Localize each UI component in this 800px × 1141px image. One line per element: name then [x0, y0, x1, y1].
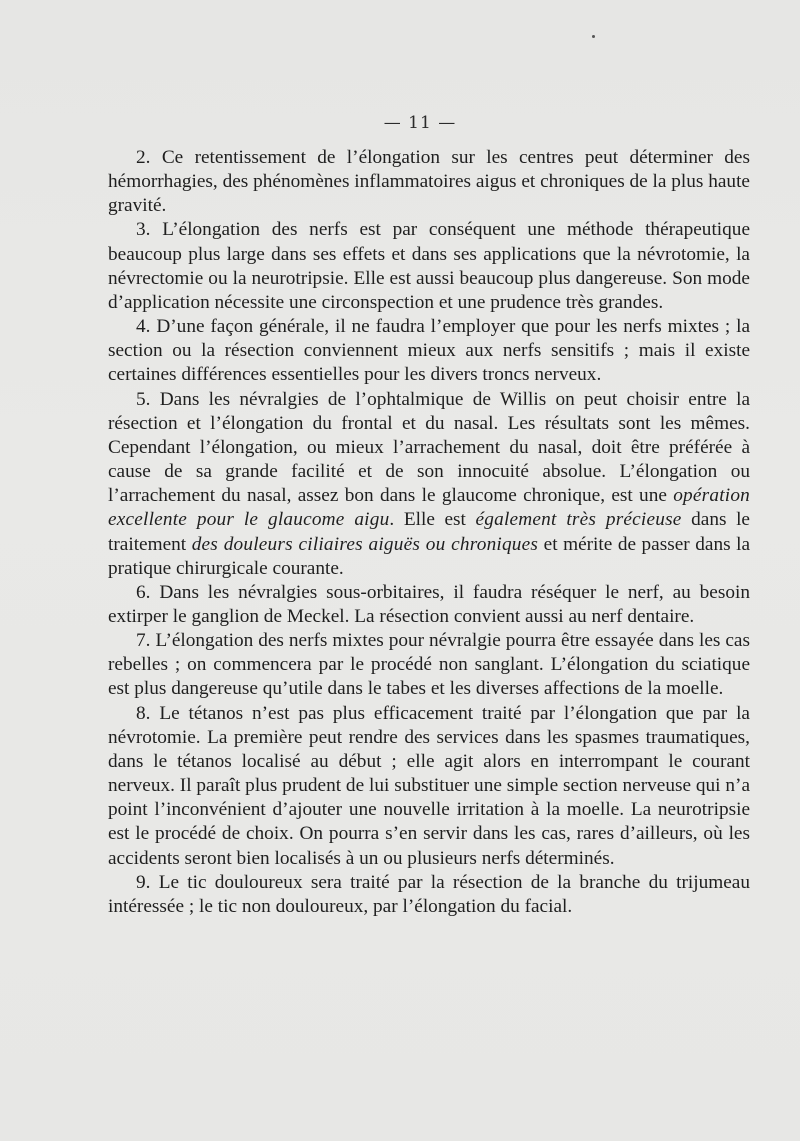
page-number-header: — 11 — — [383, 113, 457, 133]
paragraph-6 — [108, 581, 750, 629]
paragraph-text: Ce retentissement de l’élongation sur les centres peut déterminer des hémorrhagies, des phénomènes inflammatoires aigus et chroniques de la plus haute gravité. — [108, 147, 750, 217]
paragraph-5 — [108, 388, 750, 581]
paragraph-number: 3. — [136, 219, 151, 241]
paper-speck — [592, 35, 595, 38]
paragraph-8 — [108, 702, 750, 871]
paragraph-number: 9. — [136, 871, 151, 893]
paragraph-text: L’élongation des nerfs mixtes pour névralgie pourra être essayée dans les cas rebelles ; on commencera par le procédé non sanglant. L’élongation du sciatique est plus dangereuse qu’utile dans le tabes et les diverses affections de la moelle. — [108, 630, 750, 700]
paragraph-3 — [108, 218, 750, 315]
paragraph-number: 7. — [136, 630, 151, 652]
paragraph-text: et mérite de passer dans la pratique chirurgicale courante. — [108, 533, 751, 579]
body-text — [108, 146, 750, 919]
paragraph-number: 8. — [136, 702, 151, 724]
paragraph-text: Le tic douloureux sera traité par la résection de la branche du trijumeau intéressée ; le tic non douloureux, par l’élongation du facial. — [108, 871, 750, 917]
paragraph-7 — [108, 629, 750, 701]
paragraph-text: Dans les névralgies sous-orbitaires, il faudra réséquer le nerf, au besoin extirper le ganglion de Meckel. La résection convient aussi au nerf dentaire. — [108, 581, 750, 627]
paragraph-2 — [108, 146, 750, 218]
paragraph-number: 4. — [136, 316, 151, 338]
paragraph-text: dans le traitement — [108, 509, 750, 555]
paragraph-number: 6. — [136, 581, 151, 603]
paragraph-text: D’une façon générale, il ne faudra l’employer que pour les nerfs mixtes ; la section ou la résection conviennent mieux aux nerfs sensitifs ; mais il existe certaines différences essentielles pour les divers troncs nerveux. — [108, 316, 750, 386]
paragraph-text: L’élongation des nerfs est par conséquent une méthode thérapeutique beaucoup plus large dans ses effets et dans ses applications que la névrotomie, la névrectomie ou la neurotripsie. Elle est aussi beaucoup plus dangereuse. Son mode d’application nécessite une circonspection et une prudence très grandes. — [108, 219, 750, 313]
paragraph-text: Dans les névralgies de l’ophtalmique de Willis on peut choisir entre la résection et l’élongation du frontal et du nasal. Les résultats sont les mêmes. Cependant l’élongation, ou mieux l’arrachement du nasal, doit être préférée à cause de sa grande facilité et de son innocuité absolue. L’élongation ou l’arrachement du nasal, assez bon dans le glaucome chronique, est une — [108, 388, 750, 507]
paragraph-text: Le tétanos n’est pas plus efficacement traité par l’élongation que par la névrotomie. La première peut rendre des services dans les spasmes traumatiques, dans le tétanos localisé au début ; elle agit alors en interrompant le courant nerveux. Il paraît plus prudent de lui substituer une simple section nerveuse qui n’a point l’inconvénient d’ajouter une nouvelle irritation à la moelle. La neurotripsie est le procédé de choix. On pourra s’en servir dans les cas, rares d’ailleurs, où les accidents seront bien localisés à un ou plusieurs nerfs déterminés. — [108, 702, 750, 869]
italic-phrase: également très précieuse — [475, 509, 682, 531]
paragraph-text: . Elle est — [389, 509, 476, 531]
paragraph-number: 2. — [136, 147, 151, 168]
italic-phrase: des douleurs ciliaires aiguës ou chroniques — [191, 533, 539, 555]
paragraph-number: 5. — [136, 388, 151, 410]
italic-phrase: opération excellente pour le glaucome aigu — [108, 485, 750, 531]
paragraph-9 — [108, 871, 750, 919]
paragraph-4 — [108, 315, 750, 387]
